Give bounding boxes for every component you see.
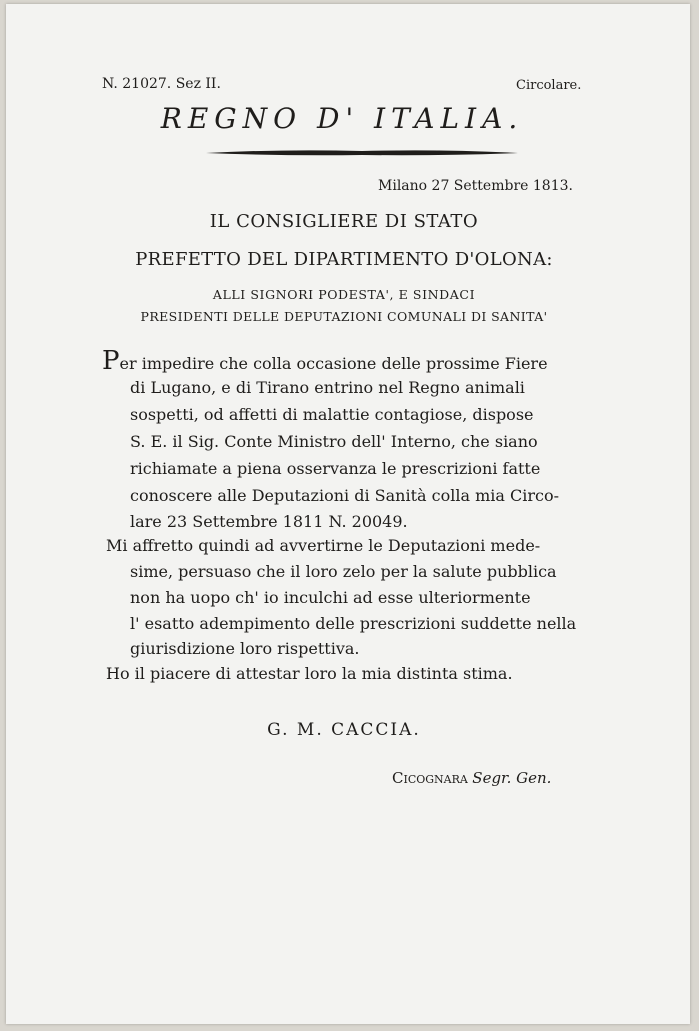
document-type: Circolare. xyxy=(516,78,582,93)
paragraph-1-line-4: S. E. il Sig. Conte Ministro dell' Interno, che siano xyxy=(130,432,538,451)
paragraph-1-line-7: lare 23 Settembre 1811 N. 20049. xyxy=(130,512,408,531)
dateline: Milano 27 Settembre 1813. xyxy=(378,178,573,194)
paragraph-1-line-2: di Lugano, e di Tirano entrino nel Regno animali xyxy=(130,378,525,397)
paragraph-2-line-3: non ha uopo ch' io inculchi ad esse ulteriormente xyxy=(130,588,531,607)
paragraph-2-line-4: l' esatto adempimento delle prescrizioni suddette nella xyxy=(130,614,577,633)
heading-prefetto: PREFETTO DEL DIPARTIMENTO D'OLONA: xyxy=(135,249,553,270)
document-title: REGNO D' ITALIA. xyxy=(160,102,524,135)
paragraph-2-line-5: giurisdizione loro rispettiva. xyxy=(130,639,360,658)
secretary-title: Segr. Gen. xyxy=(472,769,552,787)
paragraph-1-line-1: Per impedire che colla occasione delle prossime Fiere xyxy=(102,346,548,376)
secretary-line xyxy=(392,769,551,787)
paragraph-2-line-1: Mi affretto quindi ad avvertirne le Deputazioni mede- xyxy=(106,536,541,555)
secretary-name: Cicognara xyxy=(392,769,468,787)
heading-presidents: PRESIDENTI DELLE DEPUTAZIONI COMUNALI DI SANITA' xyxy=(140,309,548,324)
document-page xyxy=(6,4,690,1024)
protocol-number: N. 21027. Sez II. xyxy=(102,76,221,92)
heading-consigliere: IL CONSIGLIERE DI STATO xyxy=(209,211,479,232)
drop-cap: P xyxy=(102,346,120,376)
paragraph-2-line-2: sime, persuaso che il loro zelo per la salute pubblica xyxy=(130,562,557,581)
paragraph-3: Ho il piacere di attestar loro la mia distinta stima. xyxy=(106,664,513,683)
paragraph-1-line-3: sospetti, od affetti di malattie contagiose, dispose xyxy=(130,405,534,424)
paragraph-1-line-5: richiamate a piena osservanza le prescrizioni fatte xyxy=(130,459,541,478)
signature: G. M. CACCIA. xyxy=(267,720,421,740)
paragraph-1-line-6: conoscere alle Deputazioni di Sanità colla mia Circo- xyxy=(130,486,559,505)
heading-addressees: ALLI SIGNORI PODESTA', E SINDACI xyxy=(212,287,476,302)
title-ornament-rule xyxy=(202,146,522,160)
